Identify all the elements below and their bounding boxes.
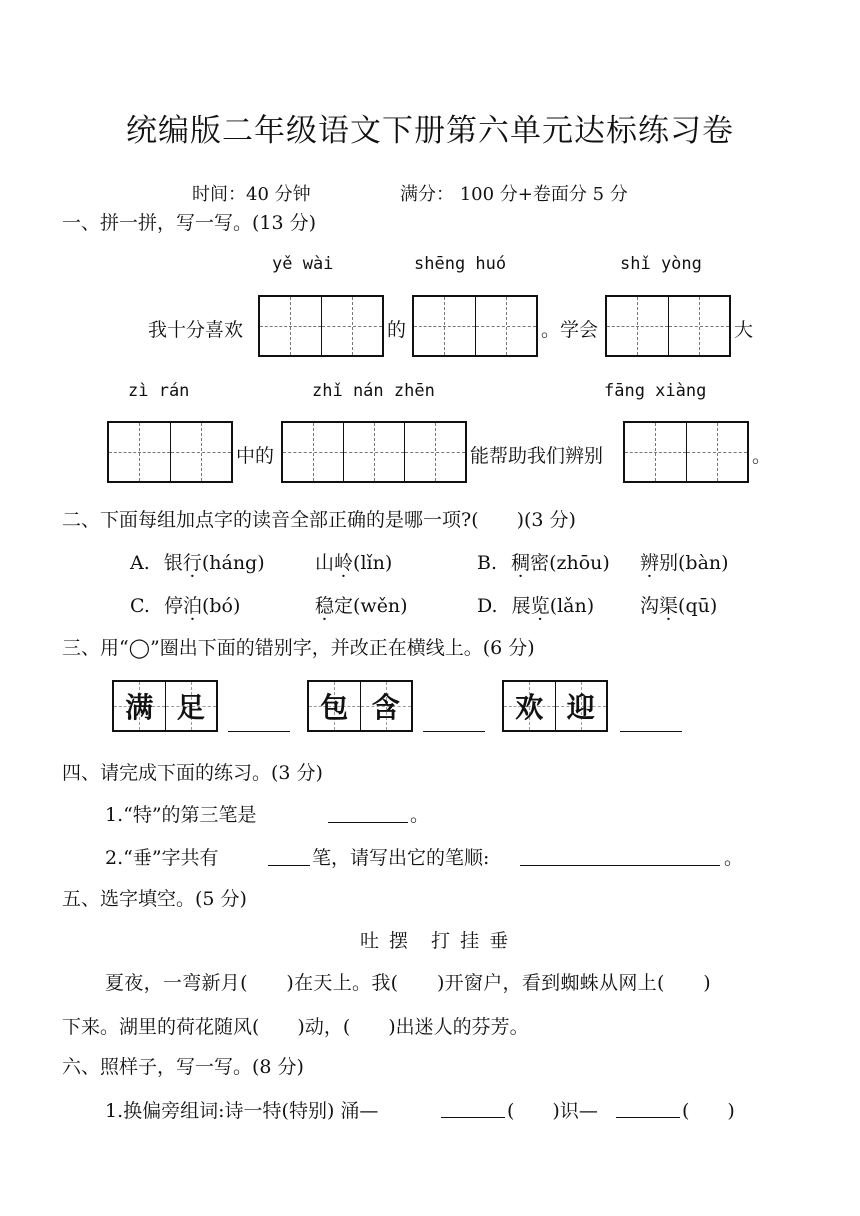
writing-grid-shi-yong[interactable] bbox=[605, 295, 731, 357]
option-b-word-1-post: 密(zhōu) bbox=[530, 552, 610, 574]
section-5-heading: 五、选字填空。(5 分) bbox=[62, 888, 247, 910]
section-1-heading: 一、拼一拼，写一写。(13 分) bbox=[62, 212, 317, 234]
sentence-part-4: 大 bbox=[734, 319, 754, 341]
option-b-word-2-dot: 辨 bbox=[640, 552, 660, 574]
pinyin-fang-xiang: fāng xiàng bbox=[604, 381, 707, 401]
answer-line-4-2b[interactable] bbox=[520, 865, 720, 866]
word-box-bao-han-char-2: 含 bbox=[371, 691, 400, 724]
option-c[interactable] bbox=[130, 591, 240, 618]
section-4-heading: 四、请完成下面的练习。(3 分) bbox=[62, 762, 323, 784]
option-c-word-2 bbox=[315, 591, 408, 618]
word-box-huan-ying-char-2: 迎 bbox=[566, 691, 595, 724]
writing-grid-zhi-nan-zhen[interactable] bbox=[281, 421, 467, 483]
option-a-word-1-post: (háng) bbox=[201, 552, 265, 574]
pinyin-ye-wai: yě wài bbox=[272, 254, 334, 274]
word-box-man-zu-char-1: 满 bbox=[125, 691, 154, 724]
option-d-word-2-post: (qū) bbox=[678, 595, 718, 617]
passage-line-1: 夏夜，一弯新月( )在天上。我( )开窗户，看到蜘蛛从网上( ) bbox=[105, 972, 711, 994]
option-c-word-1-pre: 停 bbox=[163, 595, 183, 617]
option-d-word-1-pre: 展 bbox=[511, 595, 531, 617]
writing-grid-zi-ran[interactable] bbox=[107, 421, 233, 483]
sentence-part-2: 的 bbox=[387, 319, 407, 341]
sentence-part-5: 中的 bbox=[236, 445, 275, 467]
writing-grid-fang-xiang[interactable] bbox=[623, 421, 749, 483]
pinyin-zhi-nan-zhen: zhǐ nán zhēn bbox=[312, 381, 435, 401]
option-b[interactable] bbox=[477, 548, 610, 575]
word-box-bao-han-char-1: 包 bbox=[320, 691, 349, 724]
word-box-huan-ying[interactable] bbox=[502, 680, 608, 732]
option-b-word-2 bbox=[640, 548, 729, 575]
question-4-2: 2.“垂”字共有 bbox=[105, 847, 219, 869]
word-box-huan-ying-char-1: 欢 bbox=[515, 691, 544, 724]
sentence-part-6: 能帮助我们辨别 bbox=[470, 445, 604, 467]
option-a-word-2-pre: 山 bbox=[315, 552, 335, 574]
option-a-word-1-pre: 银 bbox=[163, 552, 183, 574]
section-6-heading: 六、照样子，写一写。(8 分) bbox=[62, 1056, 304, 1078]
option-b-word-1-dot: 稠 bbox=[511, 552, 531, 574]
option-d-word-2 bbox=[640, 591, 717, 618]
answer-line-4-1[interactable] bbox=[328, 822, 408, 823]
option-a-word-2 bbox=[315, 548, 392, 575]
option-a-word-2-dot: 岭 bbox=[334, 552, 354, 574]
option-c-word-1-dot: 泊 bbox=[182, 595, 202, 617]
section-3-heading: 三、用“◯”圈出下面的错别字，并改正在横线上。(6 分) bbox=[62, 637, 535, 659]
answer-line-6-1a[interactable] bbox=[441, 1117, 505, 1118]
question-6-1-end: ( ) bbox=[682, 1100, 735, 1122]
option-a[interactable] bbox=[130, 548, 265, 575]
sentence-part-7: 。 bbox=[752, 445, 772, 467]
option-a-word-1-dot: 行 bbox=[182, 552, 202, 574]
question-4-2-end: 。 bbox=[724, 847, 744, 869]
word-box-bao-han[interactable] bbox=[307, 680, 413, 732]
option-d-word-2-dot: 渠 bbox=[659, 595, 679, 617]
question-4-2-mid: 笔，请写出它的笔顺: bbox=[312, 847, 490, 869]
correction-line-3[interactable] bbox=[620, 731, 682, 732]
word-box-man-zu-char-2: 足 bbox=[176, 691, 205, 724]
option-a-word-1 bbox=[164, 552, 265, 574]
section-2-heading: 二、下面每组加点字的读音全部正确的是哪一项?( )(3 分) bbox=[62, 509, 576, 531]
writing-grid-sheng-huo[interactable] bbox=[412, 295, 538, 357]
choice-characters: 吐 摆 打 挂 垂 bbox=[360, 930, 511, 952]
option-b-label: B. bbox=[477, 552, 498, 574]
option-d-word-2-pre: 沟 bbox=[640, 595, 660, 617]
question-4-1 bbox=[105, 800, 257, 827]
option-d[interactable] bbox=[477, 591, 594, 618]
option-d-word-1-dot: 览 bbox=[530, 595, 550, 617]
option-c-word-2-post: 定(wěn) bbox=[334, 595, 408, 617]
word-box-man-zu[interactable] bbox=[112, 680, 218, 732]
sentence-part-1: 我十分喜欢 bbox=[148, 319, 244, 341]
correction-line-1[interactable] bbox=[228, 731, 290, 732]
question-6-1: 1.换偏旁组词:诗一特(特别) 涌— bbox=[105, 1100, 379, 1122]
option-d-word-1-post: (lǎn) bbox=[549, 595, 595, 617]
option-a-word-2-post: (lǐn) bbox=[353, 552, 393, 574]
page-title: 统编版二年级语文下册第六单元达标练习卷 bbox=[126, 113, 734, 149]
question-6-1-mid: ( )识— bbox=[507, 1100, 598, 1122]
sentence-part-3: 。学会 bbox=[541, 319, 599, 341]
pinyin-shi-yong: shǐ yòng bbox=[620, 254, 702, 274]
time-label: 时间：40 分钟 bbox=[192, 184, 311, 205]
option-b-word-2-post: 别(bàn) bbox=[659, 552, 729, 574]
answer-line-4-2a[interactable] bbox=[268, 865, 310, 866]
option-a-label: A. bbox=[130, 552, 150, 574]
answer-line-6-1b[interactable] bbox=[616, 1117, 680, 1118]
pinyin-zi-ran: zì rán bbox=[128, 381, 190, 401]
option-c-word-1-post: (bó) bbox=[201, 595, 241, 617]
pinyin-sheng-huo: shēng huó bbox=[414, 254, 507, 274]
score-label: 满分： 100 分+卷面分 5 分 bbox=[400, 184, 628, 205]
option-c-word-2-dot: 稳 bbox=[315, 595, 335, 617]
writing-grid-ye-wai[interactable] bbox=[258, 295, 384, 357]
option-d-label: D. bbox=[477, 595, 498, 617]
question-4-1-text: 1.“特”的第三笔是 bbox=[105, 804, 257, 826]
correction-line-2[interactable] bbox=[423, 731, 485, 732]
passage-line-2: 下来。湖里的荷花随风( )动，( )出迷人的芬芳。 bbox=[62, 1016, 529, 1038]
question-4-1-end: 。 bbox=[410, 804, 430, 826]
option-c-label: C. bbox=[130, 595, 150, 617]
